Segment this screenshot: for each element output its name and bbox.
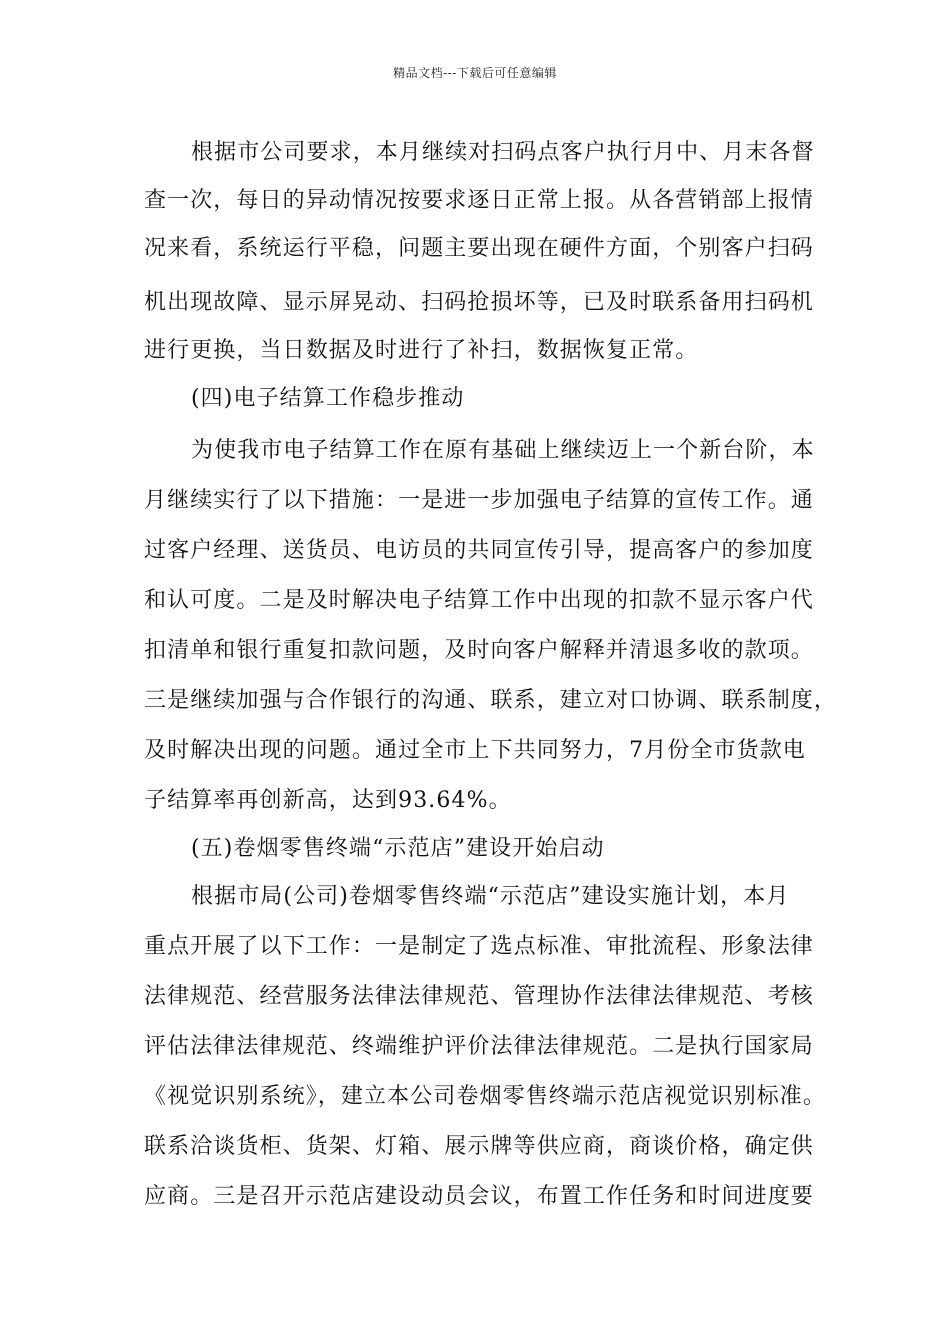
text-line: 应商。三是召开示范店建设动员会议，布置工作任务和时间进度要 xyxy=(144,1184,814,1209)
text-line: 况来看，系统运行平稳，问题主要出现在硬件方面，个别客户扫码 xyxy=(144,236,814,261)
text-line: 查一次，每日的异动情况按要求逐日正常上报。从各营销部上报情 xyxy=(144,188,814,213)
text-line: 法律规范、经营服务法律法律规范、管理协作法律法律规范、考核 xyxy=(144,984,814,1009)
section-heading: (四)电子结算工作稳步推动 xyxy=(191,386,465,411)
text-line: 根据市公司要求，本月继续对扫码点客户执行月中、月末各督 xyxy=(191,140,815,165)
text-line: 联系洽谈货柜、货架、灯箱、展示牌等供应商，商谈价格，确定供 xyxy=(144,1134,814,1159)
text-line: 及时解决出现的问题。通过全市上下共同努力，7月份全市货款电 xyxy=(144,738,806,763)
text-line: 扣清单和银行重复扣款问题，及时向客户解释并清退多收的款项。 xyxy=(144,638,814,663)
section-heading: (五)卷烟零售终端“示范店”建设开始启动 xyxy=(191,836,605,861)
text-line: 机出现故障、显示屏晃动、扫码抢损坏等，已及时联系备用扫码机 xyxy=(144,290,814,315)
text-line: 子结算率再创新高，达到93.64%。 xyxy=(144,788,512,813)
text-line: 和认可度。二是及时解决电子结算工作中出现的扣款不显示客户代 xyxy=(144,588,814,613)
text-line: 重点开展了以下工作：一是制定了选点标准、审批流程、形象法律 xyxy=(144,934,814,959)
text-line: 评估法律法律规范、终端维护评价法律法律规范。二是执行国家局 xyxy=(144,1034,814,1059)
text-line: 三是继续加强与合作银行的沟通、联系，建立对口协调、联系制度， xyxy=(144,688,838,713)
text-line: 《视觉识别系统》，建立本公司卷烟零售终端示范店视觉识别标准。 xyxy=(144,1084,827,1109)
text-line: 月继续实行了以下措施：一是进一步加强电子结算的宣传工作。通 xyxy=(144,488,814,513)
page-header: 精品文档---下载后可任意编辑 xyxy=(393,66,557,80)
text-line: 根据市局(公司)卷烟零售终端“示范店”建设实施计划，本月 xyxy=(191,884,790,909)
text-line: 为使我市电子结算工作在原有基础上继续迈上一个新台阶，本 xyxy=(191,438,815,463)
text-line: 进行更换，当日数据及时进行了补扫，数据恢复正常。 xyxy=(144,338,699,363)
text-line: 过客户经理、送货员、电访员的共同宣传引导，提高客户的参加度 xyxy=(144,538,814,563)
